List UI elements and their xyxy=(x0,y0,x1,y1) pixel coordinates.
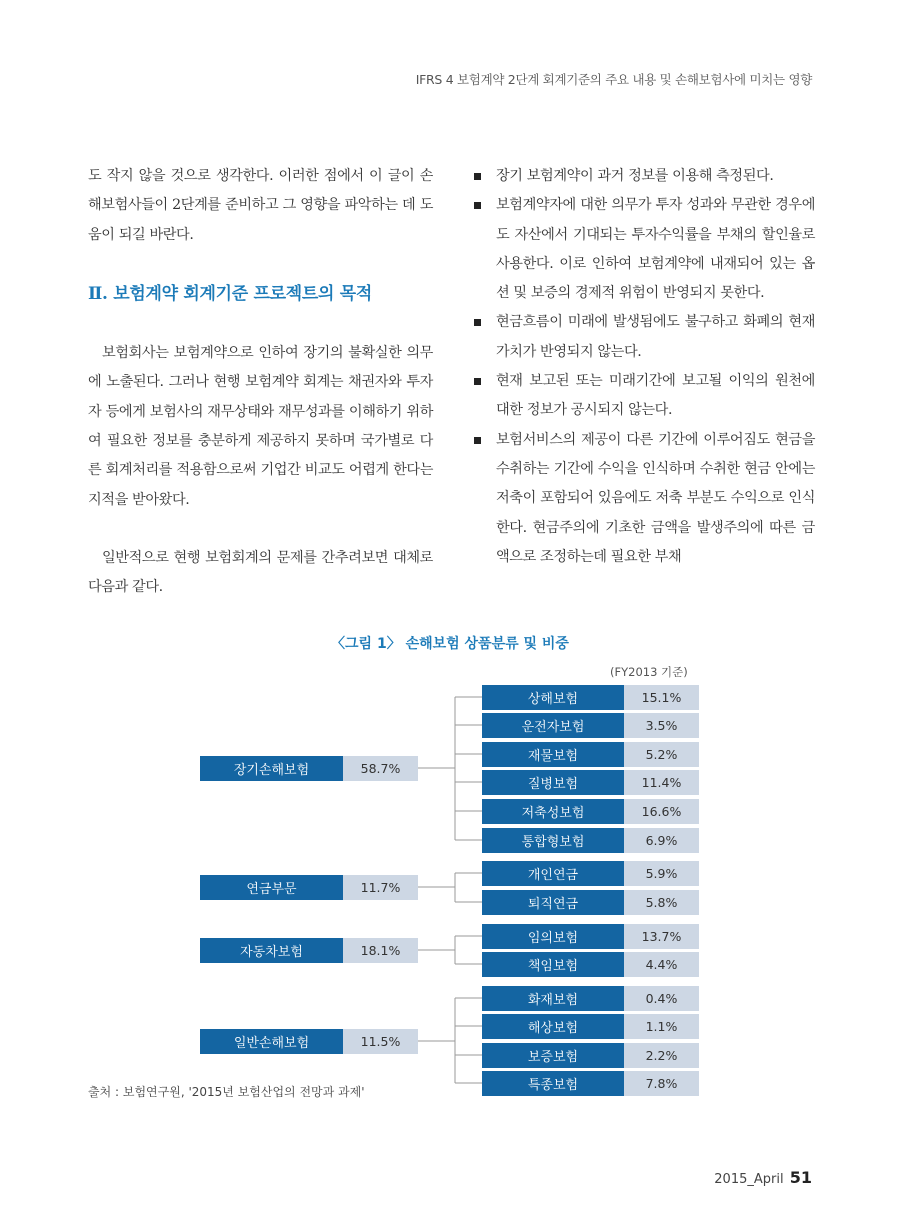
paragraph-2: 보험회사는 보험계약으로 인하여 장기의 불확실한 의무에 노출된다. 그러나 현행 보험계약 회계는 채권자와 투자자 등에게 보험사의 재무상태와 재무성과를 이해하기 위하여 필요한 정보를 충분하게 제공하지 못하며 국가별로 다른 회계처리를 적용함으로써 기업간 비교도 어렵게 한다는 지적을 받아왔다. xyxy=(88,345,433,508)
figure-source: 출처 : 보험연구원, '2015년 보험산업의 전망과 과제' xyxy=(88,1085,365,1099)
category-box xyxy=(200,938,418,963)
product-label: 책임보험 xyxy=(482,952,624,977)
product-box xyxy=(482,770,699,795)
running-header: IFRS 4 보험계약 2단계 회계기준의 주요 내용 및 손해보험사에 미치는 영향 xyxy=(415,72,812,87)
product-value: 0.4% xyxy=(624,986,699,1011)
category-value: 11.7% xyxy=(343,875,418,900)
product-box xyxy=(482,1014,699,1039)
bullet-item: 보험계약자에 대한 의무가 투자 성과와 무관한 경우에도 자산에서 기대되는 투자수익률을 부채의 할인율로 사용한다. 이로 인하여 보험계약에 내재되어 있는 옵션 및 보증의 경제적 위험이 반영되지 못한다. xyxy=(470,191,815,308)
product-value: 6.9% xyxy=(624,828,699,853)
page-number: 51 xyxy=(789,1168,812,1187)
product-box xyxy=(482,799,699,824)
product-box xyxy=(482,861,699,886)
product-value: 7.8% xyxy=(624,1071,699,1096)
product-label: 운전자보험 xyxy=(482,713,624,738)
category-box xyxy=(200,756,418,781)
product-label: 재물보험 xyxy=(482,742,624,767)
category-box xyxy=(200,875,418,900)
product-box xyxy=(482,685,699,710)
figure-note: (FY2013 기준) xyxy=(610,665,688,679)
category-label: 일반손해보험 xyxy=(200,1029,343,1054)
product-box xyxy=(482,1043,699,1068)
category-value: 11.5% xyxy=(343,1029,418,1054)
section-title: Ⅱ. 보험계약 회계기준 프로젝트의 목적 xyxy=(88,283,372,304)
product-value: 13.7% xyxy=(624,924,699,949)
bullet-item: 현금흐름이 미래에 발생됨에도 불구하고 화폐의 현재가치가 반영되지 않는다. xyxy=(470,308,815,367)
product-box xyxy=(482,713,699,738)
bullet-item: 장기 보험계약이 과거 정보를 이용해 측정된다. xyxy=(470,162,815,191)
product-label: 저축성보험 xyxy=(482,799,624,824)
figure-title: 〈그림 1〉 손해보험 상품분류 및 비중 xyxy=(331,636,569,652)
category-value: 58.7% xyxy=(343,756,418,781)
product-box xyxy=(482,952,699,977)
product-label: 퇴직연금 xyxy=(482,890,624,915)
product-label: 보증보험 xyxy=(482,1043,624,1068)
product-label: 해상보험 xyxy=(482,1014,624,1039)
product-label: 상해보험 xyxy=(482,685,624,710)
product-value: 11.4% xyxy=(624,770,699,795)
product-value: 5.9% xyxy=(624,861,699,886)
product-label: 임의보험 xyxy=(482,924,624,949)
paragraph-1: 도 작지 않을 것으로 생각한다. 이러한 점에서 이 글이 손해보험사들이 2단계를 준비하고 그 영향을 파악하는 데 도움이 되길 바란다. xyxy=(88,168,433,243)
product-label: 개인연금 xyxy=(482,861,624,886)
bullet-item: 보험서비스의 제공이 다른 기간에 이루어짐도 현금을 수취하는 기간에 수익을 인식하며 수취한 현금 안에는 저축이 포함되어 있음에도 저축 부분도 수익으로 인식한다. 현금주의에 기초한 금액을 발생주의에 따른 금액으로 조정하는데 필요한 부채 xyxy=(470,426,815,572)
product-value: 16.6% xyxy=(624,799,699,824)
product-label: 특종보험 xyxy=(482,1071,624,1096)
category-label: 자동차보험 xyxy=(200,938,343,963)
product-label: 통합형보험 xyxy=(482,828,624,853)
category-label: 장기손해보험 xyxy=(200,756,343,781)
product-label: 질병보험 xyxy=(482,770,624,795)
product-box xyxy=(482,742,699,767)
issue-label: 2015_April xyxy=(714,1172,784,1187)
product-box xyxy=(482,924,699,949)
page-footer xyxy=(714,1168,812,1187)
product-box xyxy=(482,828,699,853)
product-box xyxy=(482,890,699,915)
product-label: 화재보험 xyxy=(482,986,624,1011)
product-box xyxy=(482,986,699,1011)
product-value: 1.1% xyxy=(624,1014,699,1039)
product-value: 5.8% xyxy=(624,890,699,915)
paragraph-3: 일반적으로 현행 보험회계의 문제를 간추려보면 대체로 다음과 같다. xyxy=(88,549,433,596)
product-value: 5.2% xyxy=(624,742,699,767)
product-value: 15.1% xyxy=(624,685,699,710)
product-value: 3.5% xyxy=(624,713,699,738)
bullet-item: 현재 보고된 또는 미래기간에 보고될 이익의 원천에 대한 정보가 공시되지 않는다. xyxy=(470,367,815,426)
category-box xyxy=(200,1029,418,1054)
product-value: 2.2% xyxy=(624,1043,699,1068)
category-value: 18.1% xyxy=(343,938,418,963)
product-box xyxy=(482,1071,699,1096)
category-label: 연금부문 xyxy=(200,875,343,900)
product-value: 4.4% xyxy=(624,952,699,977)
